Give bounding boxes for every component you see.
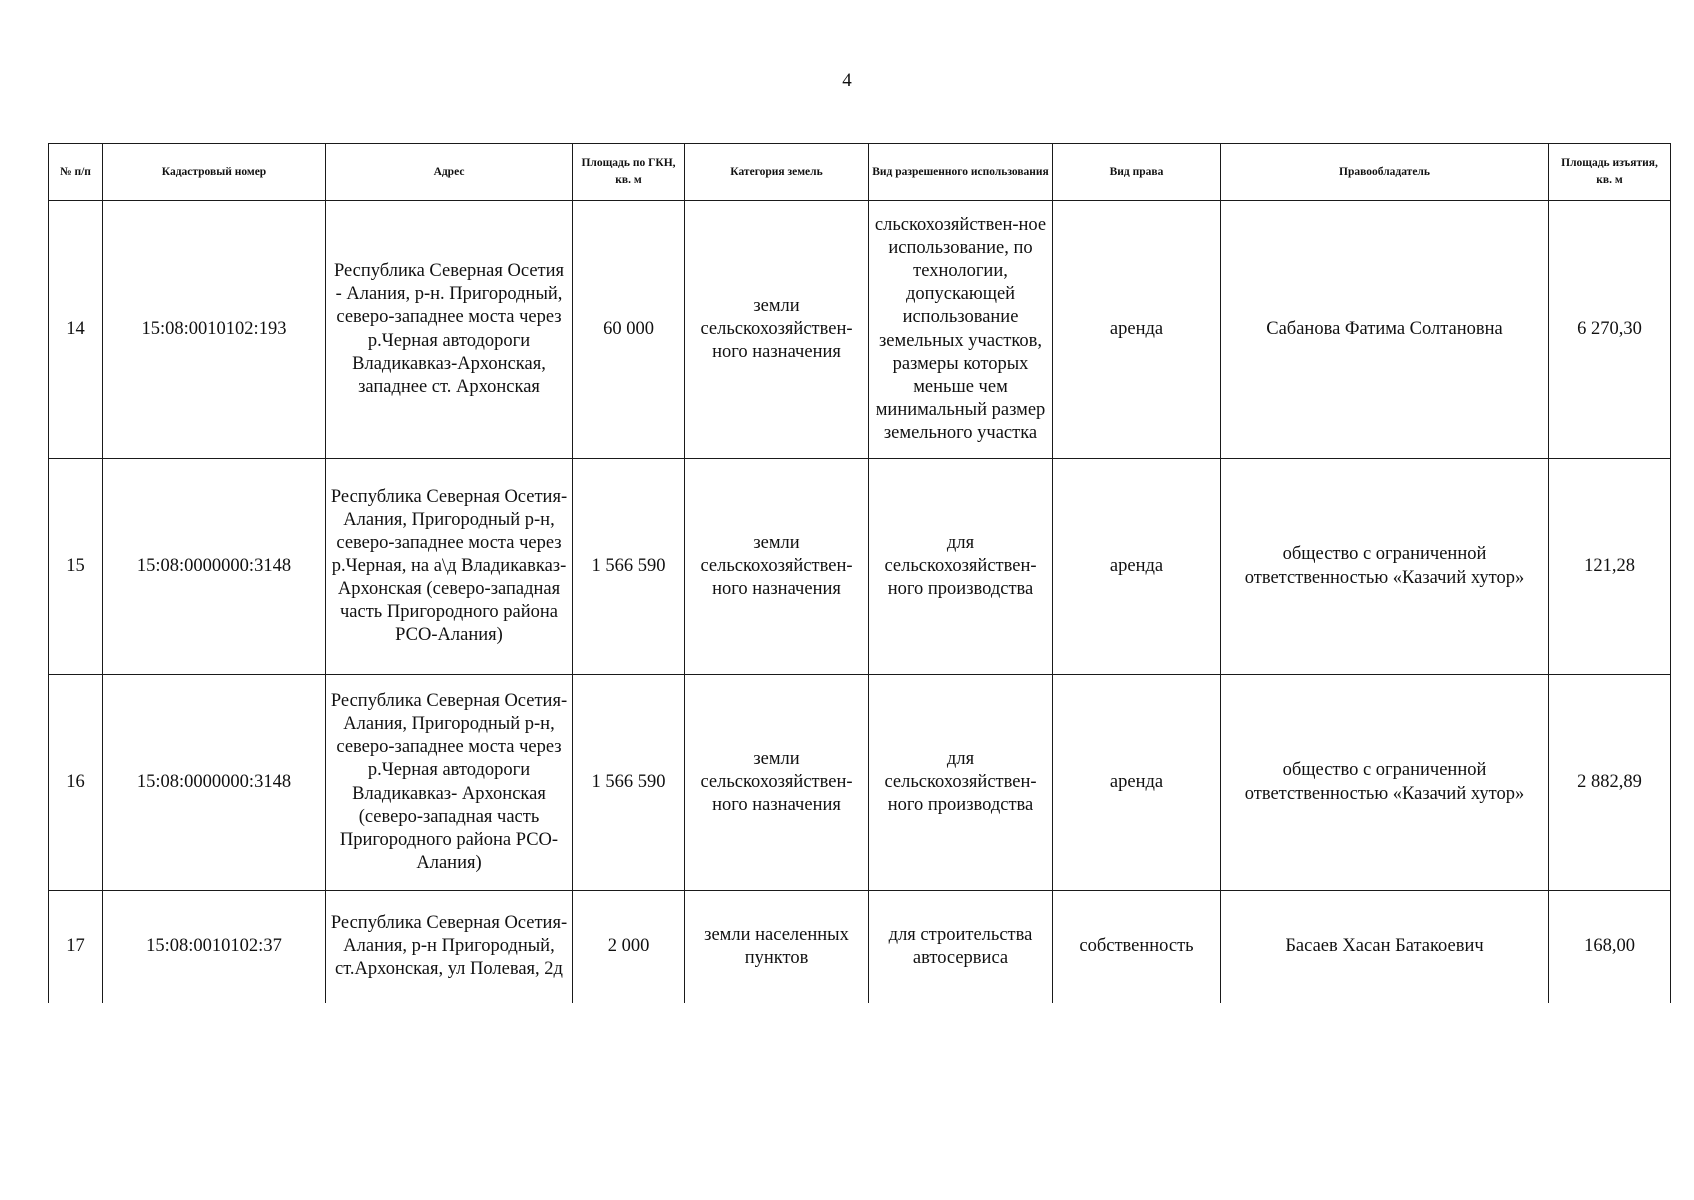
cell-holder: Сабанова Фатима Солтановна: [1221, 201, 1549, 459]
cell-address: Республика Северная Осетия-Алания, р-н Пригородный, ст.Архонская, ул Полевая, 2д: [326, 891, 573, 1003]
cell-area-gkn: 60 000: [573, 201, 685, 459]
header-num: № п/п: [49, 144, 103, 201]
cell-num: 17: [49, 891, 103, 1003]
cell-num: 15: [49, 459, 103, 675]
cell-permitted-use: для сельскохозяйствен-ного производства: [869, 675, 1053, 891]
header-right-type: Вид права: [1053, 144, 1221, 201]
cell-right-type: собственность: [1053, 891, 1221, 1003]
table-row: [49, 675, 1671, 891]
header-address: Адрес: [326, 144, 573, 201]
cell-right-type: аренда: [1053, 201, 1221, 459]
cell-category: земли сельскохозяйствен-ного назначения: [685, 459, 869, 675]
cell-area-gkn: 2 000: [573, 891, 685, 1003]
table-header-row: [49, 144, 1671, 201]
table-row: [49, 459, 1671, 675]
cell-area-seized: 121,28: [1549, 459, 1671, 675]
header-area-gkn: Площадь по ГКН, кв. м: [573, 144, 685, 201]
cell-address: Республика Северная Осетия-Алания, Пригородный р-н, северо-западнее моста через р.Черная автодороги Владикавказ- Архонская (северо-западная часть Пригородного района РСО-Алания): [326, 675, 573, 891]
table-row: [49, 201, 1671, 459]
cell-holder: общество с ограниченной ответственностью «Казачий хутор»: [1221, 459, 1549, 675]
page-number: 4: [842, 70, 852, 91]
cell-cadastral: 15:08:0000000:3148: [103, 459, 326, 675]
cell-category: земли сельскохозяйствен-ного назначения: [685, 201, 869, 459]
cell-cadastral: 15:08:0010102:37: [103, 891, 326, 1003]
table-row: [49, 891, 1671, 1003]
cell-cadastral: 15:08:0010102:193: [103, 201, 326, 459]
header-category: Категория земель: [685, 144, 869, 201]
cell-num: 16: [49, 675, 103, 891]
cell-category: земли населенных пунктов: [685, 891, 869, 1003]
cell-num: 14: [49, 201, 103, 459]
cell-holder: общество с ограниченной ответственностью «Казачий хутор»: [1221, 675, 1549, 891]
header-holder: Правообладатель: [1221, 144, 1549, 201]
header-area-seized: Площадь изъятия, кв. м: [1549, 144, 1671, 201]
cell-permitted-use: для строительства автосервиса: [869, 891, 1053, 1003]
cell-cadastral: 15:08:0000000:3148: [103, 675, 326, 891]
header-cadastral: Кадастровый номер: [103, 144, 326, 201]
header-permitted-use: Вид разрешенного использования: [869, 144, 1053, 201]
cell-right-type: аренда: [1053, 459, 1221, 675]
cell-permitted-use: сльскохозяйствен-ное использование, по технологии, допускающей использование земельных участков, размеры которых меньше чем минимальный размер земельного участка: [869, 201, 1053, 459]
cell-address: Республика Северная Осетия - Алания, р-н. Пригородный, северо-западнее моста через р.Черная автодороги Владикавказ-Архонская, западнее ст. Архонская: [326, 201, 573, 459]
cell-area-seized: 2 882,89: [1549, 675, 1671, 891]
land-parcels-table: [48, 143, 1671, 1003]
cell-permitted-use: для сельскохозяйствен-ного производства: [869, 459, 1053, 675]
cell-holder: Басаев Хасан Батакоевич: [1221, 891, 1549, 1003]
cell-area-seized: 168,00: [1549, 891, 1671, 1003]
cell-area-seized: 6 270,30: [1549, 201, 1671, 459]
cell-category: земли сельскохозяйствен-ного назначения: [685, 675, 869, 891]
cell-right-type: аренда: [1053, 675, 1221, 891]
cell-area-gkn: 1 566 590: [573, 459, 685, 675]
cell-area-gkn: 1 566 590: [573, 675, 685, 891]
cell-address: Республика Северная Осетия-Алания, Пригородный р-н, северо-западнее моста через р.Черная, на а\д Владикавказ- Архонская (северо-западная часть Пригородного района РСО-Алания): [326, 459, 573, 675]
